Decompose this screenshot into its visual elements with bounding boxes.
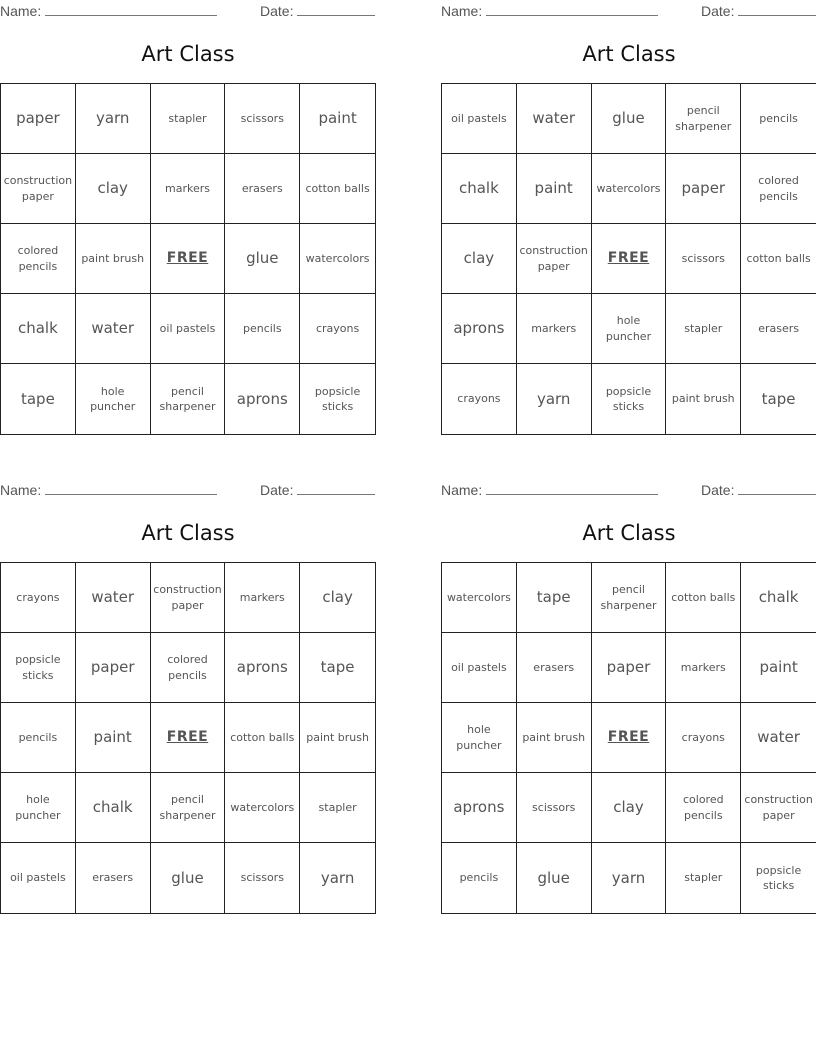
bingo-cell[interactable] bbox=[225, 364, 300, 434]
bingo-cell[interactable] bbox=[76, 563, 151, 633]
cell-label: tape bbox=[320, 658, 355, 676]
name-label: Name: bbox=[0, 3, 42, 19]
name-field bbox=[441, 481, 658, 498]
cell-label: paper bbox=[606, 658, 651, 676]
bingo-cell[interactable] bbox=[741, 224, 816, 294]
cell-label: construction paper bbox=[744, 793, 813, 822]
cell-label: paint brush bbox=[522, 730, 586, 744]
cell-label: cotton balls bbox=[305, 181, 370, 195]
cell-label: paint brush bbox=[671, 392, 735, 406]
cell-label: hole puncher bbox=[90, 384, 136, 413]
cell-label: watercolors bbox=[596, 181, 661, 195]
cell-label: glue bbox=[612, 109, 645, 127]
cell-label: yarn bbox=[536, 389, 571, 408]
bingo-cell[interactable] bbox=[76, 703, 151, 773]
date-blank-line[interactable] bbox=[297, 481, 375, 495]
bingo-card-3 bbox=[0, 479, 376, 887]
cell-label: popsicle sticks bbox=[605, 384, 652, 413]
card-header bbox=[441, 0, 816, 20]
free-space-label: FREE bbox=[607, 249, 650, 266]
bingo-cell[interactable] bbox=[666, 84, 741, 154]
bingo-cell[interactable] bbox=[151, 154, 226, 224]
cell-label: erasers bbox=[758, 321, 799, 335]
bingo-cell[interactable] bbox=[442, 563, 517, 633]
date-blank-line[interactable] bbox=[297, 2, 375, 16]
free-space-label: FREE bbox=[166, 249, 209, 266]
bingo-cell[interactable] bbox=[517, 633, 592, 703]
cell-label: watercolors bbox=[230, 800, 295, 814]
name-field bbox=[441, 2, 658, 19]
bingo-cell[interactable] bbox=[592, 364, 667, 434]
free-space-cell[interactable] bbox=[151, 224, 226, 294]
bingo-cell[interactable] bbox=[666, 294, 741, 364]
name-blank-line[interactable] bbox=[45, 481, 217, 495]
bingo-cell[interactable] bbox=[741, 294, 816, 364]
cell-label: water bbox=[91, 319, 135, 337]
cell-label: hole puncher bbox=[15, 793, 61, 822]
bingo-cell[interactable] bbox=[517, 224, 592, 294]
cell-label: aprons bbox=[236, 658, 288, 676]
cell-label: popsicle sticks bbox=[314, 384, 361, 413]
name-field bbox=[0, 481, 217, 498]
cell-label: paint bbox=[759, 658, 798, 676]
bingo-cell[interactable] bbox=[151, 773, 226, 843]
bingo-cell[interactable] bbox=[300, 364, 375, 434]
bingo-cell[interactable] bbox=[1, 364, 76, 434]
cell-label: watercolors bbox=[446, 590, 511, 604]
bingo-cell[interactable] bbox=[1, 773, 76, 843]
bingo-cell[interactable] bbox=[151, 843, 226, 913]
bingo-cell[interactable] bbox=[151, 563, 226, 633]
cell-label: paint brush bbox=[81, 251, 145, 265]
cell-label: erasers bbox=[92, 871, 134, 885]
bingo-cell[interactable] bbox=[76, 154, 151, 224]
date-field bbox=[260, 481, 375, 498]
bingo-cell[interactable] bbox=[1, 224, 76, 294]
cell-label: glue bbox=[537, 868, 570, 887]
cell-label: construction paper bbox=[519, 244, 588, 273]
cell-label: yarn bbox=[611, 868, 646, 887]
card-header bbox=[441, 479, 816, 499]
cell-label: construction paper bbox=[153, 583, 222, 612]
bingo-cell[interactable] bbox=[1, 633, 76, 703]
bingo-cell[interactable] bbox=[592, 294, 667, 364]
cell-label: clay bbox=[97, 179, 128, 197]
cell-label: glue bbox=[246, 249, 279, 267]
bingo-cell[interactable] bbox=[1, 563, 76, 633]
bingo-cell[interactable] bbox=[666, 843, 741, 913]
cell-label: cotton balls bbox=[746, 251, 811, 265]
bingo-cell[interactable] bbox=[517, 294, 592, 364]
bingo-cell[interactable] bbox=[300, 563, 375, 633]
cell-label: cotton balls bbox=[230, 730, 295, 744]
bingo-cell[interactable] bbox=[741, 84, 816, 154]
cell-label: chalk bbox=[758, 588, 799, 606]
bingo-cell[interactable] bbox=[442, 154, 517, 224]
card-header bbox=[0, 479, 376, 499]
cell-label: popsicle sticks bbox=[15, 653, 61, 682]
bingo-cell[interactable] bbox=[1, 843, 76, 913]
bingo-cell[interactable] bbox=[592, 84, 667, 154]
cell-label: crayons bbox=[315, 321, 360, 335]
date-field bbox=[701, 2, 816, 19]
bingo-cell[interactable] bbox=[300, 294, 375, 364]
bingo-cell[interactable] bbox=[517, 84, 592, 154]
bingo-cell[interactable] bbox=[76, 364, 151, 434]
bingo-cell[interactable] bbox=[151, 633, 226, 703]
cell-label: pencil sharpener bbox=[159, 793, 216, 822]
cell-label: tape bbox=[761, 389, 796, 408]
cell-label: clay bbox=[322, 588, 353, 606]
date-field bbox=[260, 2, 375, 19]
cell-label: markers bbox=[239, 590, 285, 604]
bingo-grid bbox=[441, 83, 816, 435]
bingo-cell[interactable] bbox=[442, 633, 517, 703]
cell-label: aprons bbox=[453, 319, 505, 337]
bingo-cell[interactable] bbox=[300, 773, 375, 843]
free-space-label: FREE bbox=[607, 728, 650, 745]
name-blank-line[interactable] bbox=[486, 2, 658, 16]
cell-label: stapler bbox=[684, 321, 723, 335]
bingo-cell[interactable] bbox=[151, 84, 226, 154]
bingo-cell[interactable] bbox=[592, 563, 667, 633]
bingo-cell[interactable] bbox=[300, 633, 375, 703]
bingo-cell[interactable] bbox=[1, 703, 76, 773]
card-header bbox=[0, 0, 376, 20]
bingo-cell[interactable] bbox=[300, 843, 375, 913]
cell-label: cotton balls bbox=[671, 590, 736, 604]
bingo-cell[interactable] bbox=[76, 843, 151, 913]
bingo-grid bbox=[0, 83, 376, 435]
bingo-cell[interactable] bbox=[1, 154, 76, 224]
cell-label: glue bbox=[171, 868, 204, 887]
bingo-cell[interactable] bbox=[517, 563, 592, 633]
cell-label: water bbox=[757, 728, 800, 746]
bingo-cell[interactable] bbox=[592, 154, 667, 224]
bingo-cell[interactable] bbox=[76, 294, 151, 364]
cell-label: clay bbox=[613, 798, 644, 816]
cell-label: chalk bbox=[17, 319, 58, 337]
name-label: Name: bbox=[441, 3, 483, 19]
bingo-card-1 bbox=[0, 0, 376, 413]
bingo-cell[interactable] bbox=[300, 224, 375, 294]
card-title: Art Class bbox=[141, 42, 235, 66]
bingo-cell[interactable] bbox=[741, 563, 816, 633]
cell-label: hole puncher bbox=[456, 723, 502, 752]
date-label: Date: bbox=[260, 482, 294, 498]
bingo-cell[interactable] bbox=[225, 843, 300, 913]
cell-label: scissors bbox=[240, 111, 284, 125]
bingo-cell[interactable] bbox=[151, 364, 226, 434]
cell-label: chalk bbox=[458, 179, 499, 197]
cell-label: paint brush bbox=[306, 730, 369, 744]
bingo-cell[interactable] bbox=[517, 703, 592, 773]
cell-label: pencils bbox=[18, 730, 58, 744]
bingo-cell[interactable] bbox=[76, 84, 151, 154]
cell-label: yarn bbox=[95, 109, 130, 127]
cell-label: pencil sharpener bbox=[159, 384, 216, 413]
free-space-label: FREE bbox=[166, 728, 209, 745]
bingo-cell[interactable] bbox=[666, 563, 741, 633]
cell-label: scissors bbox=[240, 871, 284, 885]
bingo-cell[interactable] bbox=[225, 224, 300, 294]
card-title: Art Class bbox=[582, 521, 676, 545]
card-title: Art Class bbox=[141, 521, 235, 545]
bingo-cell[interactable] bbox=[666, 154, 741, 224]
date-blank-line[interactable] bbox=[738, 2, 816, 16]
bingo-card-2 bbox=[441, 0, 816, 413]
bingo-grid bbox=[441, 562, 816, 914]
bingo-cell[interactable] bbox=[741, 773, 816, 843]
bingo-cell[interactable] bbox=[76, 224, 151, 294]
cell-label: water bbox=[532, 109, 576, 127]
bingo-cell[interactable] bbox=[151, 294, 226, 364]
date-label: Date: bbox=[701, 3, 735, 19]
cell-label: chalk bbox=[92, 798, 133, 816]
bingo-cell[interactable] bbox=[592, 843, 667, 913]
name-label: Name: bbox=[0, 482, 42, 498]
bingo-grid bbox=[0, 562, 376, 914]
bingo-cell[interactable] bbox=[442, 843, 517, 913]
bingo-cell[interactable] bbox=[300, 154, 375, 224]
cell-label: colored pencils bbox=[17, 244, 59, 273]
bingo-cell[interactable] bbox=[442, 703, 517, 773]
bingo-cell[interactable] bbox=[517, 364, 592, 434]
cell-label: scissors bbox=[532, 800, 576, 814]
cell-label: construction paper bbox=[3, 174, 73, 203]
cell-label: pencil sharpener bbox=[600, 583, 657, 612]
bingo-cell[interactable] bbox=[1, 84, 76, 154]
bingo-cell[interactable] bbox=[442, 84, 517, 154]
bingo-cell[interactable] bbox=[517, 843, 592, 913]
cell-label: hole puncher bbox=[605, 314, 652, 343]
bingo-cell[interactable] bbox=[666, 224, 741, 294]
cell-label: colored pencils bbox=[682, 793, 724, 822]
bingo-cell[interactable] bbox=[741, 154, 816, 224]
cell-label: colored pencils bbox=[167, 653, 208, 682]
cell-label: crayons bbox=[457, 392, 501, 406]
cell-label: paper bbox=[90, 658, 135, 676]
free-space-cell[interactable] bbox=[592, 703, 667, 773]
name-field bbox=[0, 2, 217, 19]
date-label: Date: bbox=[260, 3, 294, 19]
bingo-cell[interactable] bbox=[442, 224, 517, 294]
bingo-cell[interactable] bbox=[517, 773, 592, 843]
bingo-cell[interactable] bbox=[666, 773, 741, 843]
bingo-cell[interactable] bbox=[592, 633, 667, 703]
cell-label: stapler bbox=[168, 111, 207, 125]
cell-label: markers bbox=[531, 321, 577, 335]
bingo-cell[interactable] bbox=[76, 633, 151, 703]
bingo-cell[interactable] bbox=[442, 773, 517, 843]
cell-label: oil pastels bbox=[10, 871, 66, 885]
cell-label: oil pastels bbox=[451, 660, 507, 674]
cell-label: aprons bbox=[236, 389, 288, 408]
bingo-cell[interactable] bbox=[517, 154, 592, 224]
name-label: Name: bbox=[441, 482, 483, 498]
cell-label: markers bbox=[165, 181, 210, 195]
bingo-cell[interactable] bbox=[741, 364, 816, 434]
bingo-card-4 bbox=[441, 479, 816, 892]
bingo-cell[interactable] bbox=[225, 563, 300, 633]
cell-label: paint bbox=[93, 728, 132, 746]
bingo-cell[interactable] bbox=[592, 773, 667, 843]
card-title: Art Class bbox=[582, 42, 676, 66]
date-label: Date: bbox=[701, 482, 735, 498]
cell-label: clay bbox=[463, 249, 495, 267]
cell-label: paint bbox=[318, 109, 357, 127]
bingo-cell[interactable] bbox=[225, 154, 300, 224]
cell-label: paper bbox=[681, 179, 726, 197]
cell-label: scissors bbox=[681, 251, 725, 265]
cell-label: watercolors bbox=[305, 251, 370, 265]
bingo-cell[interactable] bbox=[225, 773, 300, 843]
cell-label: tape bbox=[536, 588, 571, 606]
free-space-cell[interactable] bbox=[151, 703, 226, 773]
cell-label: paint bbox=[534, 179, 573, 197]
bingo-cell[interactable] bbox=[442, 364, 517, 434]
bingo-cell[interactable] bbox=[76, 773, 151, 843]
cell-label: yarn bbox=[320, 868, 355, 887]
cell-label: erasers bbox=[241, 181, 283, 195]
cell-label: water bbox=[91, 588, 135, 606]
date-field bbox=[701, 481, 816, 498]
cell-label: pencil sharpener bbox=[675, 104, 732, 133]
bingo-cell[interactable] bbox=[666, 633, 741, 703]
bingo-cell[interactable] bbox=[741, 843, 816, 913]
cell-label: stapler bbox=[318, 800, 357, 814]
cell-label: erasers bbox=[533, 660, 575, 674]
cell-label: pencils bbox=[759, 111, 798, 125]
cell-label: colored pencils bbox=[758, 174, 799, 203]
bingo-cell[interactable] bbox=[741, 633, 816, 703]
cell-label: markers bbox=[680, 660, 726, 674]
bingo-cell[interactable] bbox=[225, 703, 300, 773]
bingo-cell[interactable] bbox=[741, 703, 816, 773]
cell-label: pencils bbox=[242, 321, 282, 335]
free-space-cell[interactable] bbox=[592, 224, 667, 294]
bingo-cell[interactable] bbox=[666, 703, 741, 773]
cell-label: paper bbox=[16, 109, 60, 127]
bingo-cell[interactable] bbox=[666, 364, 741, 434]
cell-label: crayons bbox=[681, 730, 725, 744]
bingo-cell[interactable] bbox=[300, 703, 375, 773]
bingo-cell[interactable] bbox=[442, 294, 517, 364]
cell-label: stapler bbox=[684, 871, 723, 885]
bingo-cell[interactable] bbox=[225, 294, 300, 364]
cell-label: oil pastels bbox=[451, 111, 507, 125]
date-blank-line[interactable] bbox=[738, 481, 816, 495]
cell-label: tape bbox=[20, 389, 55, 408]
cell-label: crayons bbox=[16, 590, 60, 604]
cell-label: oil pastels bbox=[159, 321, 216, 335]
cell-label: pencils bbox=[459, 871, 499, 885]
cell-label: popsicle sticks bbox=[755, 863, 802, 892]
cell-label: aprons bbox=[453, 798, 505, 816]
name-blank-line[interactable] bbox=[45, 2, 217, 16]
bingo-cell[interactable] bbox=[1, 294, 76, 364]
bingo-cell[interactable] bbox=[300, 84, 375, 154]
name-blank-line[interactable] bbox=[486, 481, 658, 495]
bingo-cell[interactable] bbox=[225, 633, 300, 703]
bingo-cell[interactable] bbox=[225, 84, 300, 154]
